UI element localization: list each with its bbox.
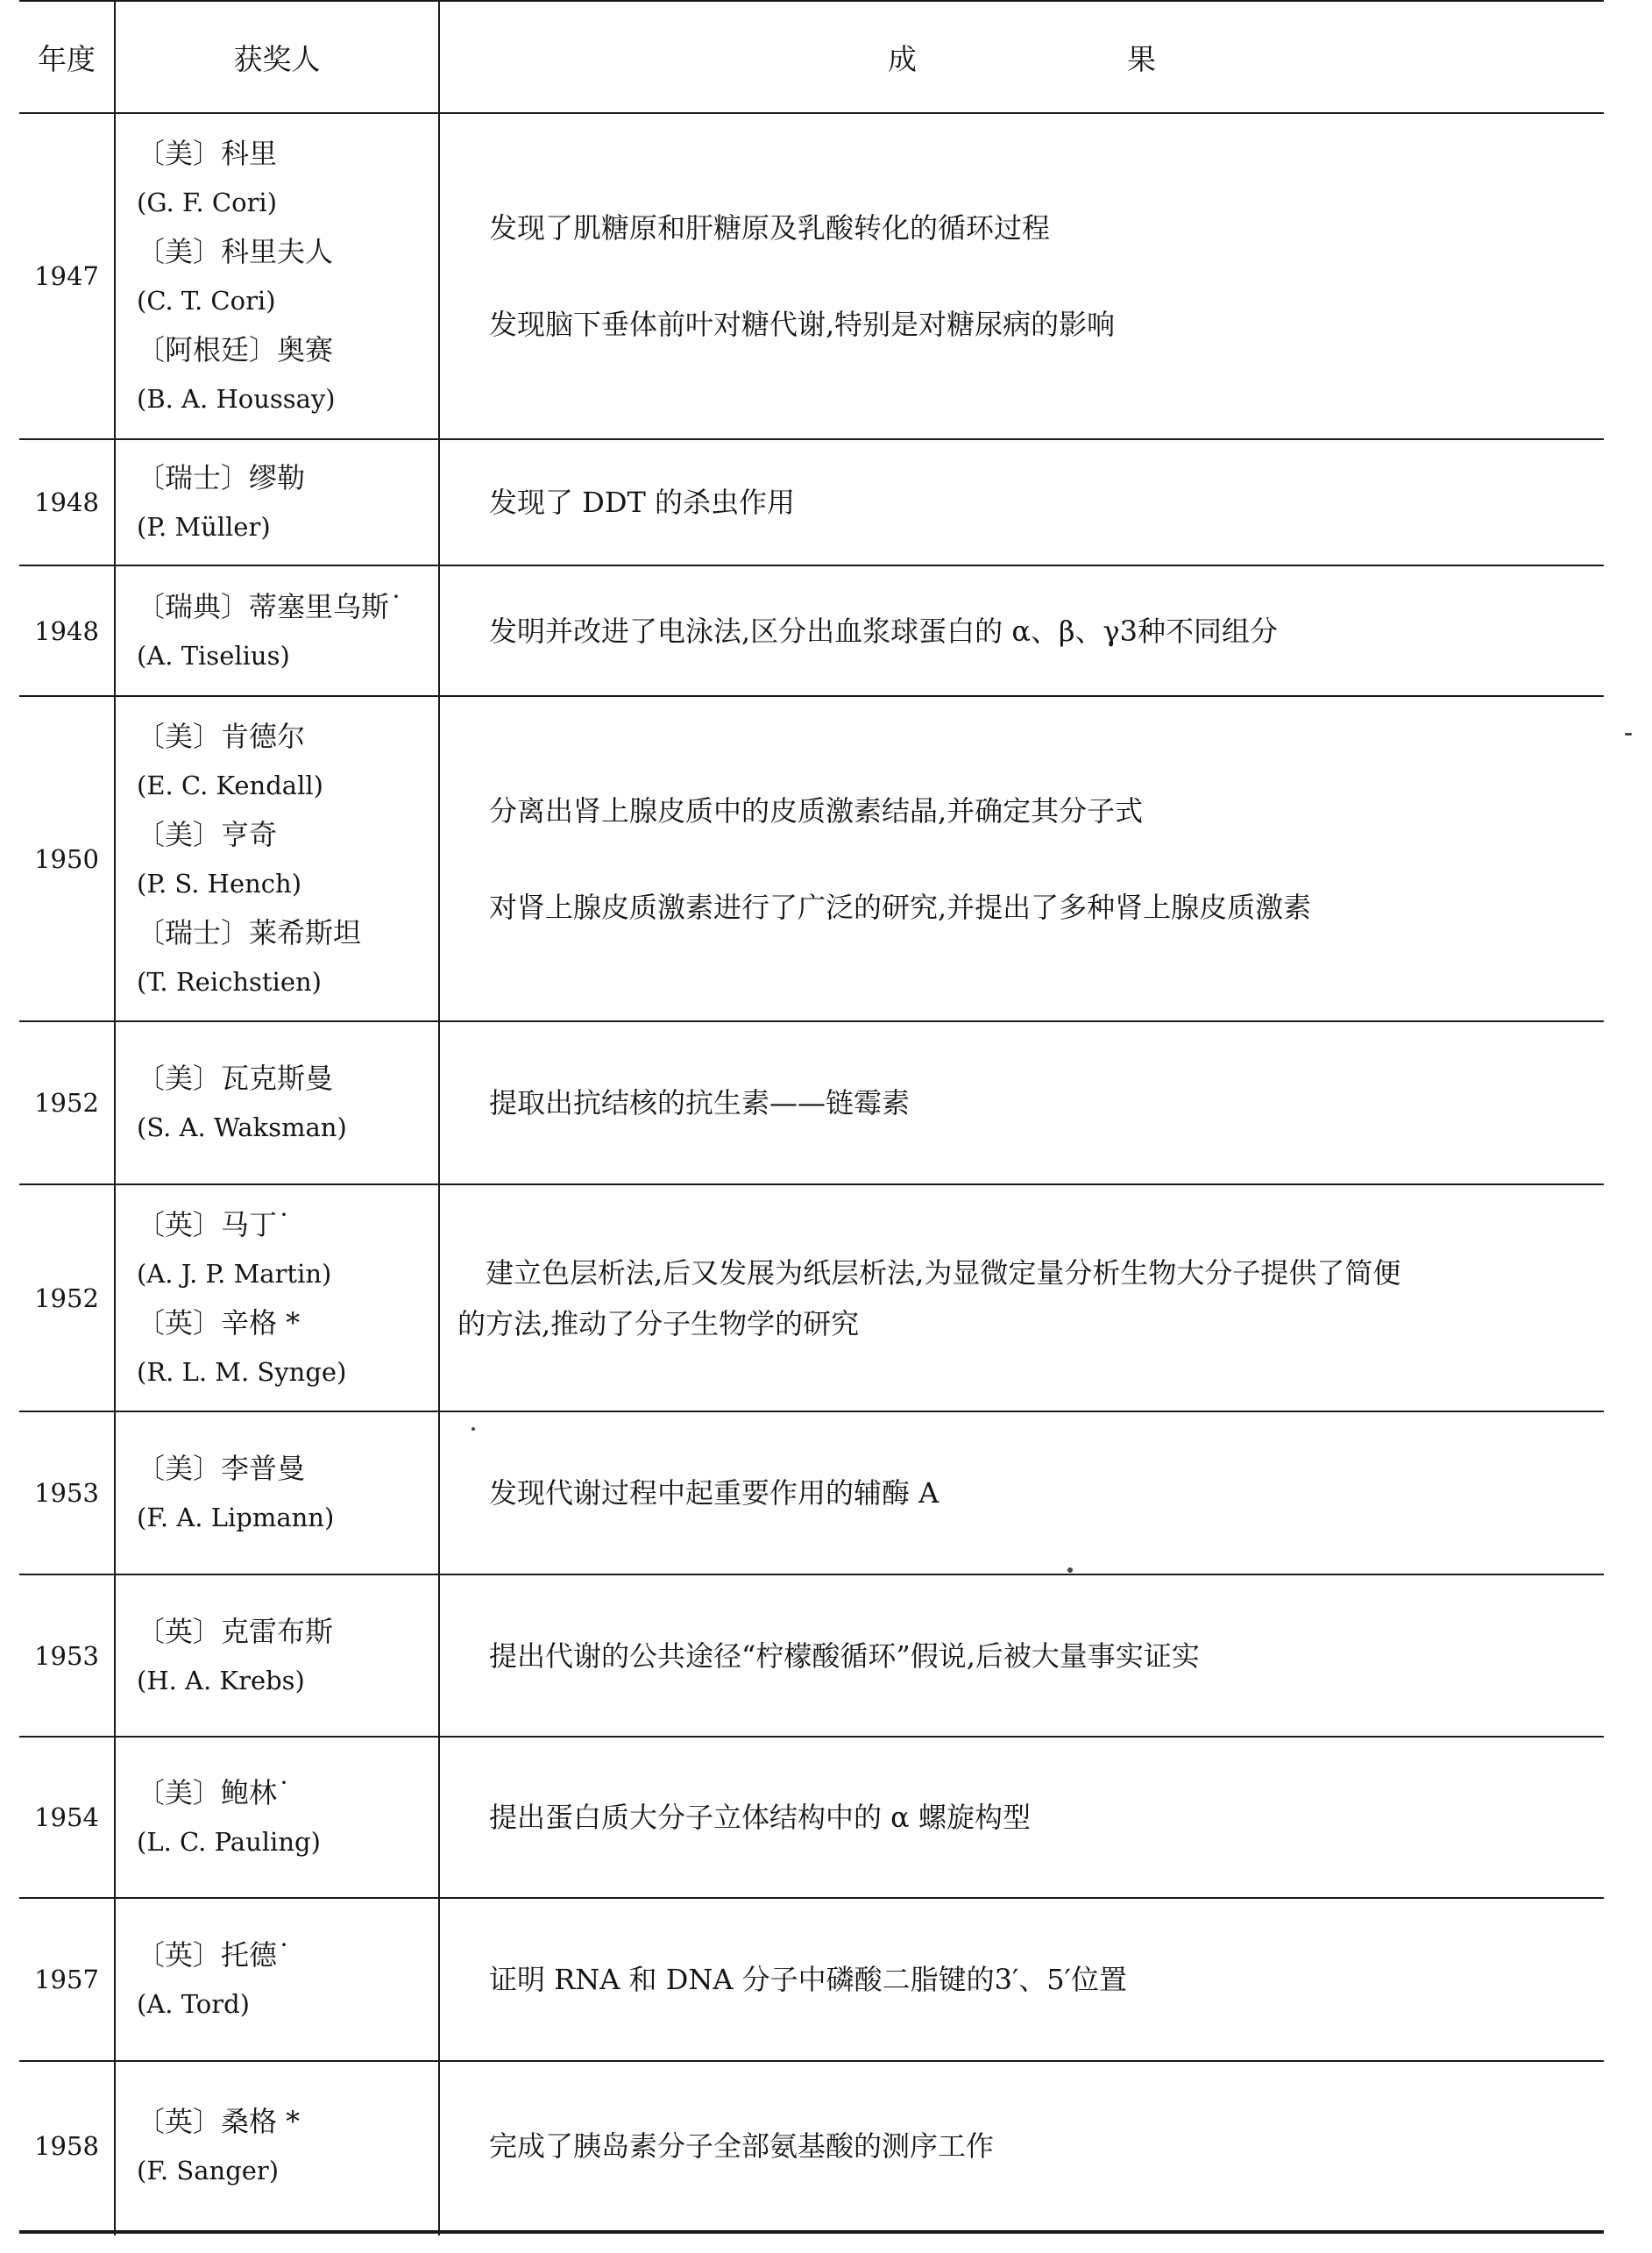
awardee-name-en: (F. Sanger) [137,2156,280,2185]
awardee-name-en: (E. C. Kendall) [137,770,323,800]
header-achievement-char-1: 成 [888,41,917,76]
year-cell: 1950 [34,843,99,874]
awardee-name-cn: 〔英〕辛格 * [137,1305,301,1340]
achievement-text: 分离出肾上腺皮质中的皮质激素结晶,并确定其分子式 [489,793,1144,828]
awardee-name-en: (B. A. Houssay) [137,384,336,414]
achievement-text: 发现代谢过程中起重要作用的辅酶 A [489,1476,939,1510]
awardee-name-en: (G. F. Cori) [137,188,278,217]
scan-speck [471,1427,475,1431]
awardee-name-en: (S. A. Waksman) [137,1112,347,1142]
year-cell: 1957 [34,1965,99,1994]
achievement-text: 提取出抗结核的抗生素——链霉素 [489,1086,911,1119]
achievement-text-continued: 的方法,推动了分子生物学的研究 [457,1306,860,1340]
awardee-name-en: (L. C. Pauling) [137,1827,321,1857]
achievement-text: 证明 RNA 和 DNA 分子中磷酸二脂键的3′、5′位置 [489,1963,1127,1996]
header-awardee: 获奖人 [233,41,321,76]
achievement-text: 建立色层析法,后又发展为纸层析法,为显微定量分析生物大分子提供了简便 [486,1255,1401,1290]
awardee-name-cn: 〔美〕鲍林˙ [137,1776,292,1809]
year-cell: 1952 [34,1283,99,1313]
awardee-name-cn: 〔英〕克雷布斯 [137,1614,334,1648]
table-bottom-border [19,2230,1604,2234]
awardee-cell [116,566,438,695]
awardee-name-en: (H. A. Krebs) [137,1665,305,1695]
achievement-text: 发明并改进了电泳法,区分出血浆球蛋白的 α、β、γ3种不同组分 [489,614,1278,648]
year-cell: 1954 [34,1802,99,1832]
year-cell: 1948 [34,615,99,646]
awardee-name-cn: 〔英〕马丁˙ [137,1207,292,1241]
awardee-cell [116,2062,438,2230]
awardee-name-en: (R. L. M. Synge) [137,1356,347,1387]
year-cell: 1958 [34,2131,99,2161]
achievement-text: 提出蛋白质大分子立体结构中的 α 螺旋构型 [489,1801,1031,1834]
awardee-name-cn: 〔瑞典〕蒂塞里乌斯˙ [137,589,404,623]
awardee-name-cn: 〔美〕李普曼 [137,1452,306,1485]
awardee-name-cn: 〔美〕科里夫人 [137,235,334,268]
awardee-cell [116,1575,438,1736]
awardee-cell [116,1412,438,1574]
awardee-cell [116,1022,438,1183]
awardee-cell [116,1899,438,2060]
achievement-text: 提出代谢的公共途径“柠檬酸循环”假说,后被大量事实证实 [489,1638,1200,1673]
year-cell: 1947 [34,261,99,291]
year-cell: 1948 [34,487,99,517]
scan-speck [1625,733,1632,736]
awardee-name-en: (C. T. Cori) [137,286,276,316]
header-achievement [440,0,1604,114]
achievement-cell [440,1412,1604,1574]
awardee-name-en: (P. Müller) [137,512,271,542]
achievement-cell [440,566,1604,695]
awardee-name-en: (T. Reichstien) [137,966,322,997]
achievement-cell [440,1738,1604,1897]
achievement-cell [440,2062,1604,2230]
awardee-name-en: (A. J. P. Martin) [137,1258,332,1289]
header-achievement-char-2: 果 [1127,41,1156,76]
awardee-name-cn: 〔美〕科里 [137,137,278,170]
awardee-name-en: (A. Tord) [137,1989,250,2019]
year-cell: 1953 [34,1478,99,1508]
achievement-text: 对肾上腺皮质激素进行了广泛的研究,并提出了多种肾上腺皮质激素 [489,890,1312,924]
year-cell: 1953 [34,1640,99,1671]
awardee-name-cn: 〔美〕亨奇 [137,817,278,851]
header-year: 年度 [38,41,96,76]
awardee-name-en: (F. A. Lipmann) [137,1503,335,1532]
achievement-cell [440,1575,1604,1736]
awardee-name-cn: 〔美〕瓦克斯曼 [137,1062,334,1095]
year-cell: 1952 [34,1088,99,1118]
achievement-cell [440,1022,1604,1183]
achievement-text: 发现了肌糖原和肝糖原及乳酸转化的循环过程 [489,211,1051,245]
achievement-text: 发现了 DDT 的杀虫作用 [489,486,796,519]
achievement-cell [440,697,1604,1020]
achievement-cell [440,440,1604,565]
achievement-text: 发现脑下垂体前叶对糖代谢,特别是对糖尿病的影响 [489,308,1116,341]
achievement-cell [440,114,1604,438]
awardee-cell [116,1738,438,1897]
achievement-cell [440,1185,1604,1411]
awardee-name-cn: 〔瑞士〕莱希斯坦 [137,915,362,949]
achievement-text: 完成了胰岛素分子全部氨基酸的测序工作 [489,2129,995,2163]
awardee-name-en: (P. S. Hench) [137,868,302,899]
awardee-name-cn: 〔美〕肯德尔 [137,719,306,753]
awardee-cell [116,1185,438,1411]
scan-speck [1067,1567,1073,1573]
awardee-name-en: (A. Tiselius) [137,640,290,671]
awardee-name-cn: 〔英〕托德˙ [137,1938,292,1972]
awardee-name-cn: 〔瑞士〕缪勒 [137,461,306,494]
awardee-cell [116,697,438,1020]
awardee-cell [116,440,438,565]
awardee-name-cn: 〔英〕桑格 * [137,2105,301,2138]
awardee-name-cn: 〔阿根廷〕奥赛 [137,333,334,366]
achievement-cell [440,1899,1604,2060]
awardee-cell [116,114,438,438]
